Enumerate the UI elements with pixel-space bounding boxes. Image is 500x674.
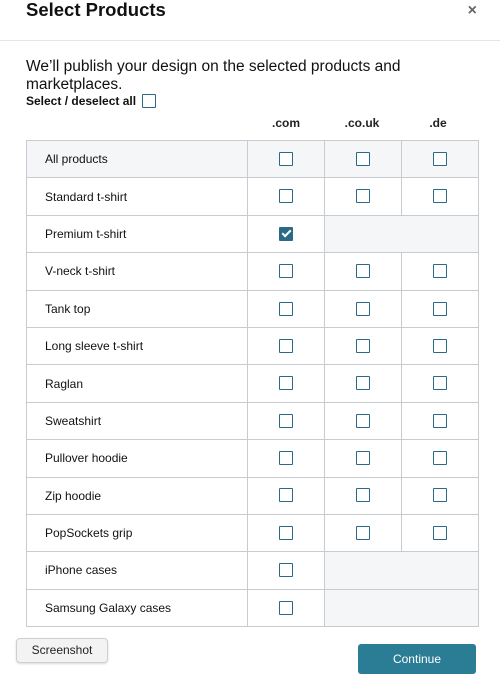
unavailable-cell <box>325 552 479 589</box>
marketplace-cell <box>402 290 479 327</box>
dialog-title: Select Products <box>26 0 166 20</box>
select-all-checkbox[interactable] <box>142 94 156 108</box>
product-checkbox[interactable] <box>433 339 447 353</box>
product-checkbox[interactable] <box>279 414 293 428</box>
marketplace-cell <box>402 440 479 477</box>
close-icon[interactable]: × <box>467 2 477 19</box>
product-name: Standard t-shirt <box>27 178 248 215</box>
product-row <box>27 290 479 327</box>
product-checkbox[interactable] <box>433 376 447 390</box>
product-row <box>27 178 479 215</box>
marketplace-cell <box>325 402 402 439</box>
marketplace-cell <box>325 477 402 514</box>
product-row <box>27 589 479 626</box>
product-checkbox[interactable] <box>433 488 447 502</box>
marketplace-cell <box>325 178 402 215</box>
product-checkbox[interactable] <box>433 451 447 465</box>
product-checkbox[interactable] <box>279 563 293 577</box>
marketplace-header-de: .de <box>429 116 447 130</box>
product-checkbox[interactable] <box>356 189 370 203</box>
marketplace-cell <box>248 589 325 626</box>
product-name: All products <box>27 141 248 178</box>
unavailable-cell <box>325 215 479 252</box>
product-row <box>27 141 479 178</box>
select-all-label: Select / deselect all <box>26 94 137 108</box>
product-checkbox[interactable] <box>356 526 370 540</box>
product-row <box>27 365 479 402</box>
product-name: PopSockets grip <box>27 514 248 551</box>
marketplace-cell <box>248 327 325 364</box>
product-row <box>27 440 479 477</box>
product-name: Long sleeve t-shirt <box>27 327 248 364</box>
product-checkbox[interactable] <box>356 339 370 353</box>
product-checkbox[interactable] <box>279 526 293 540</box>
intro-text: We’ll publish your design on the selected products and marketplaces. <box>26 58 401 93</box>
product-checkbox[interactable] <box>433 526 447 540</box>
marketplace-cell <box>402 327 479 364</box>
product-checkbox[interactable] <box>279 339 293 353</box>
marketplace-cell <box>402 402 479 439</box>
product-name: Raglan <box>27 365 248 402</box>
product-checkbox[interactable] <box>356 414 370 428</box>
product-checkbox[interactable] <box>433 152 447 166</box>
product-checkbox[interactable] <box>356 376 370 390</box>
marketplace-headers <box>0 116 500 130</box>
marketplace-cell <box>248 440 325 477</box>
marketplace-cell <box>248 365 325 402</box>
product-name: V-neck t-shirt <box>27 253 248 290</box>
product-checkbox[interactable] <box>356 264 370 278</box>
marketplace-cell <box>325 365 402 402</box>
marketplace-cell <box>325 141 402 178</box>
marketplace-cell <box>248 141 325 178</box>
product-row <box>27 402 479 439</box>
product-checkbox[interactable] <box>279 376 293 390</box>
product-name: Premium t-shirt <box>27 215 248 252</box>
unavailable-cell <box>325 589 479 626</box>
marketplace-cell <box>248 402 325 439</box>
screenshot-button[interactable]: Screenshot <box>16 638 108 663</box>
marketplace-cell <box>248 290 325 327</box>
marketplace-cell <box>248 514 325 551</box>
marketplace-cell <box>248 253 325 290</box>
product-checkbox[interactable] <box>433 414 447 428</box>
product-row <box>27 253 479 290</box>
marketplace-cell <box>402 178 479 215</box>
marketplace-cell <box>402 477 479 514</box>
dialog-header <box>0 0 500 41</box>
product-checkbox[interactable] <box>279 152 293 166</box>
product-checkbox[interactable] <box>279 189 293 203</box>
marketplace-cell <box>402 365 479 402</box>
product-checkbox[interactable] <box>433 264 447 278</box>
product-checkbox[interactable] <box>279 451 293 465</box>
marketplace-cell <box>248 477 325 514</box>
marketplace-cell <box>402 253 479 290</box>
marketplace-cell <box>325 290 402 327</box>
product-checkbox[interactable] <box>433 302 447 316</box>
product-name: Pullover hoodie <box>27 440 248 477</box>
product-checkbox[interactable] <box>433 189 447 203</box>
product-checkbox[interactable] <box>356 488 370 502</box>
product-name: iPhone cases <box>27 552 248 589</box>
product-checkbox[interactable] <box>279 227 293 241</box>
continue-button[interactable]: Continue <box>358 644 476 674</box>
product-checkbox[interactable] <box>356 451 370 465</box>
marketplace-cell <box>248 552 325 589</box>
product-row <box>27 327 479 364</box>
marketplace-cell <box>325 327 402 364</box>
marketplace-cell <box>248 178 325 215</box>
product-checkbox[interactable] <box>279 264 293 278</box>
marketplace-cell <box>325 253 402 290</box>
product-row <box>27 477 479 514</box>
product-checkbox[interactable] <box>279 302 293 316</box>
marketplace-cell <box>325 514 402 551</box>
marketplace-header-com: .com <box>271 116 300 130</box>
marketplace-cell <box>402 141 479 178</box>
product-checkbox[interactable] <box>279 601 293 615</box>
product-name: Zip hoodie <box>27 477 248 514</box>
product-checkbox[interactable] <box>279 488 293 502</box>
marketplace-cell <box>248 215 325 252</box>
product-row <box>27 514 479 551</box>
marketplace-header-co-uk: .co.uk <box>344 116 380 130</box>
marketplace-cell <box>325 440 402 477</box>
product-name: Sweatshirt <box>27 402 248 439</box>
product-checkbox[interactable] <box>356 302 370 316</box>
product-checkbox[interactable] <box>356 152 370 166</box>
product-name: Tank top <box>27 290 248 327</box>
product-row <box>27 215 479 252</box>
product-row <box>27 552 479 589</box>
marketplace-cell <box>402 514 479 551</box>
select-all-control[interactable] <box>26 94 156 108</box>
products-table <box>26 140 479 627</box>
product-name: Samsung Galaxy cases <box>27 589 248 626</box>
